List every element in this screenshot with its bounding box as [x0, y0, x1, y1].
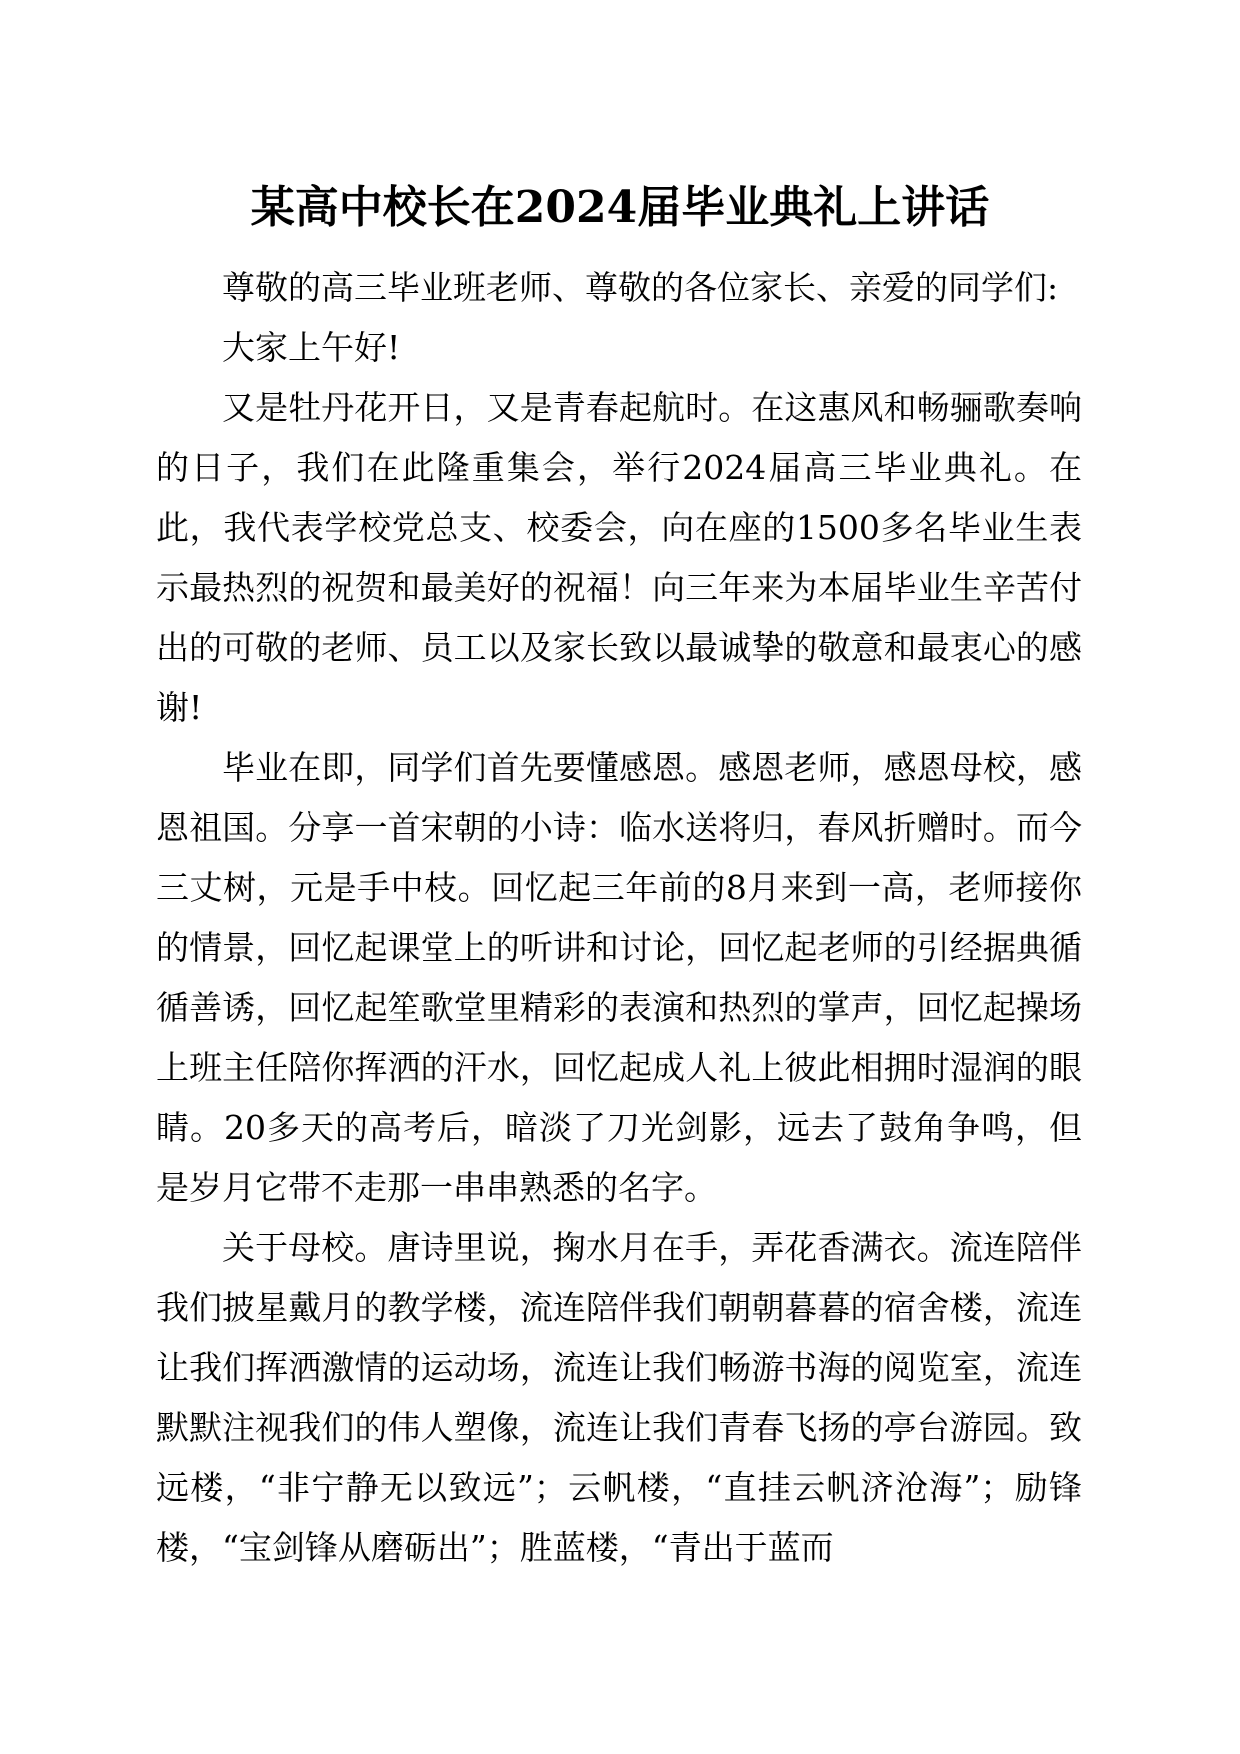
document-title: 某高中校长在2024届毕业典礼上讲话: [250, 182, 990, 233]
document-body: [156, 258, 1082, 1578]
body-paragraph: 关于母校。唐诗里说，掬水月在手，弄花香满衣。流连陪伴我们披星戴月的教学楼，流连陪伴我们朝朝暮暮的宿舍楼，流连让我们挥洒激情的运动场，流连让我们畅游书海的阅览室，流连默默注视我们的伟人塑像，流连让我们青春飞扬的亭台游园。致远楼，“非宁静无以致远”；云帆楼，“直挂云帆济沧海”；励锋楼，“宝剑锋从磨砺出”；胜蓝楼，“青出于蓝而: [156, 1228, 1082, 1567]
body-paragraph: 毕业在即，同学们首先要懂感恩。感恩老师，感恩母校，感恩祖国。分享一首宋朝的小诗：临水送将归，春风折赠时。而今三丈树，元是手中枝。回忆起三年前的8月来到一高，老师接你的情景，回忆起课堂上的听讲和讨论，回忆起老师的引经据典循循善诱，回忆起笙歌堂里精彩的表演和热烈的掌声，回忆起操场上班主任陪你挥洒的汗水，回忆起成人礼上彼此相拥时湿润的眼睛。20多天的高考后，暗淡了刀光剑影，远去了鼓角争鸣，但是岁月它带不走那一串串熟悉的名字。: [156, 748, 1082, 1207]
body-paragraph: 又是牡丹花开日，又是青春起航时。在这惠风和畅骊歌奏响的日子，我们在此隆重集会，举行2024届高三毕业典礼。在此，我代表学校党总支、校委会，向在座的1500多名毕业生表示最热烈的祝贺和最美好的祝福！向三年来为本届毕业生辛苦付出的可敬的老师、员工以及家长致以最诚挚的敬意和最衷心的感谢!: [156, 388, 1082, 727]
salutation-paragraph: 尊敬的高三毕业班老师、尊敬的各位家长、亲爱的同学们:: [222, 268, 1059, 307]
greeting-paragraph: 大家上午好!: [222, 328, 401, 367]
